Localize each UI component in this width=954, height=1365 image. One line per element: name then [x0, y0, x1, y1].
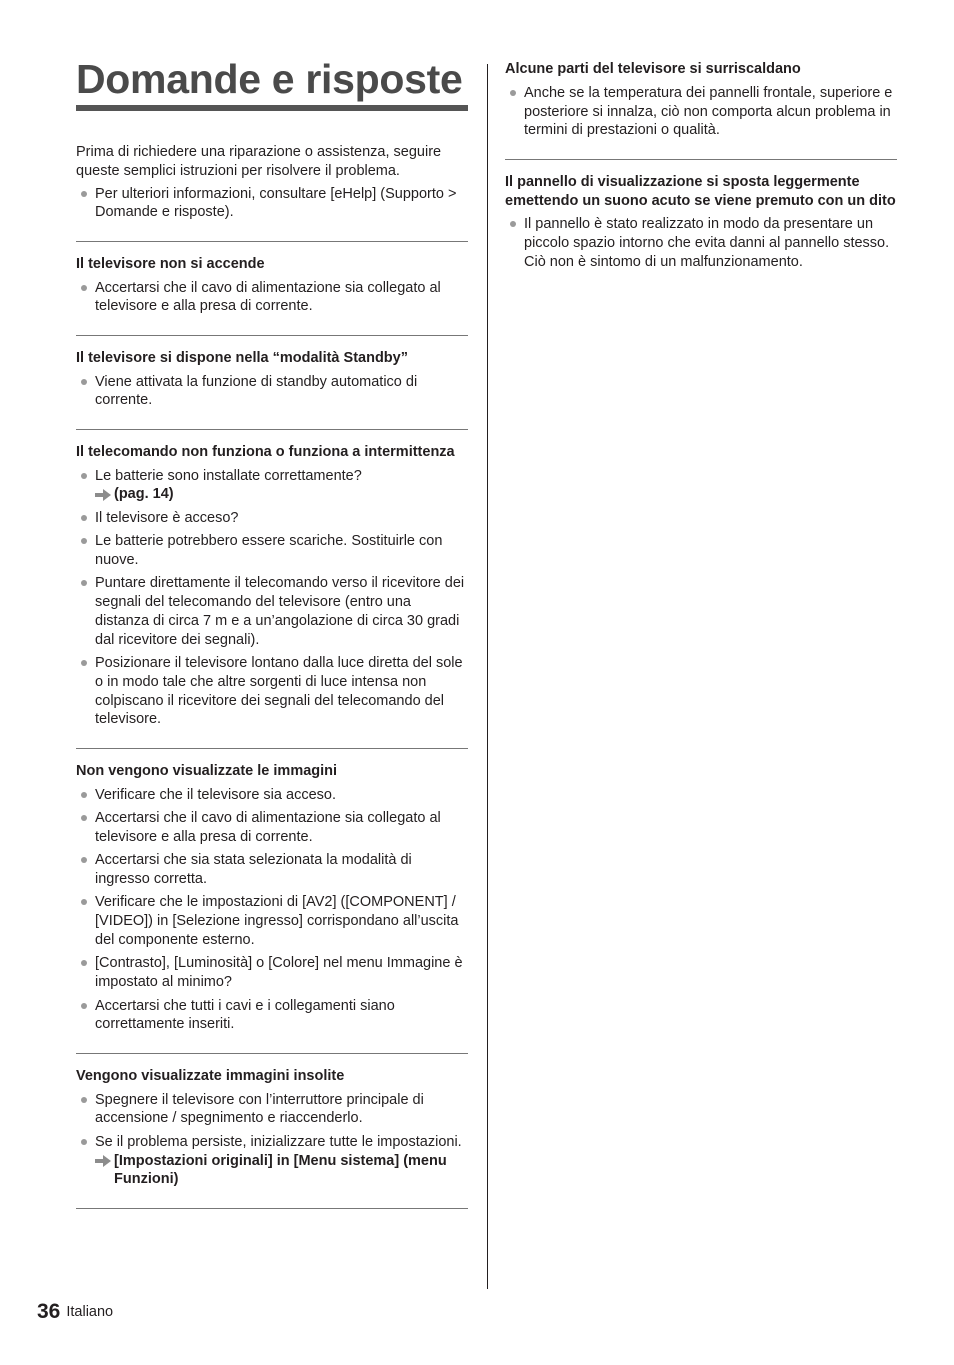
menu-reference-text: [Impostazioni originali] in [Menu sistema] (menu Funzioni): [114, 1152, 447, 1188]
list-item: Il televisore è acceso?: [76, 509, 468, 528]
page-reference: [95, 485, 468, 504]
section-title: Il telecomando non funziona o funziona a intermittenza: [76, 443, 455, 460]
list-item: [Contrasto], [Luminosità] o [Colore] nel menu Immagine è impostato al minimo?: [76, 954, 468, 992]
section-list: [76, 1091, 468, 1190]
arrow-right-icon: [95, 489, 111, 501]
section-no-power: [76, 242, 468, 336]
list-item: Accertarsi che tutti i cavi e i collegamenti siano correttamente inseriti.: [76, 997, 468, 1035]
section-list: [76, 467, 468, 730]
list-item: Anche se la temperatura dei pannelli frontale, superiore e posteriore si innalza, ciò non comporta alcun problema in termini di prestazioni o qualità.: [505, 84, 897, 140]
right-column: [505, 60, 897, 290]
list-item: Le batterie potrebbero essere scariche. Sostituirle con nuove.: [76, 532, 468, 570]
section-list: [505, 215, 897, 271]
section-remote: [76, 430, 468, 749]
page-footer: [37, 1300, 113, 1324]
section-title: Vengono visualizzate immagini insolite: [76, 1067, 345, 1084]
section-title: Il pannello di visualizzazione si sposta leggermente emettendo un suono acuto se viene premuto con un dito: [505, 173, 896, 209]
list-item: Spegnere il televisore con l’interruttore principale di accensione / spegnimento e riaccenderlo.: [76, 1091, 468, 1129]
menu-reference: [95, 1152, 468, 1190]
list-item: Verificare che le impostazioni di [AV2] ([COMPONENT] / [VIDEO]) in [Selezione ingresso] corrispondano all’uscita del componente esterno.: [76, 893, 468, 949]
list-item: [76, 467, 468, 505]
section-panel-noise: [505, 160, 897, 291]
title-underline: [76, 105, 468, 111]
intro-section: [76, 130, 468, 242]
list-item: Verificare che il televisore sia acceso.: [76, 786, 468, 805]
list-item: [76, 1133, 468, 1189]
section-list: [76, 373, 468, 411]
section-title: Alcune parti del televisore si surriscaldano: [505, 61, 801, 77]
list-item: Puntare direttamente il telecomando verso il ricevitore dei segnali del telecomando del televisore (entro una distanza di circa 7 m e a un’angolazione di circa 30 gradi dal ricevitore dei segnali).: [76, 574, 468, 649]
section-title: Il televisore non si accende: [76, 255, 265, 272]
section-list: [76, 786, 468, 1035]
section-no-image: [76, 749, 468, 1054]
list-item: Posizionare il televisore lontano dalla luce diretta del sole o in modo tale che altre sorgenti di luce intensa non colpiscano il ricevitore dei segnali del telecomando del televisore.: [76, 654, 468, 729]
list-item: Per ulteriori informazioni, consultare [eHelp] (Supporto > Domande e risposte).: [76, 185, 468, 223]
list-item-text: Se il problema persiste, inizializzare tutte le impostazioni.: [95, 1133, 462, 1150]
section-overheating: [505, 60, 897, 160]
list-item: Accertarsi che il cavo di alimentazione sia collegato al televisore e alla presa di corrente.: [76, 279, 468, 317]
column-divider: [487, 64, 488, 1289]
page-title: Domande e risposte: [76, 56, 463, 102]
page-reference-text: (pag. 14): [114, 486, 174, 503]
arrow-right-icon: [95, 1155, 111, 1167]
section-list: [505, 84, 897, 140]
list-item: Accertarsi che il cavo di alimentazione sia collegato al televisore e alla presa di corrente.: [76, 809, 468, 847]
list-item: Il pannello è stato realizzato in modo da presentare un piccolo spazio intorno che evita danni al pannello stesso. Ciò non è sintomo di un malfunzionamento.: [505, 215, 897, 271]
section-title: Il televisore si dispone nella “modalità Standby”: [76, 349, 408, 366]
section-unusual-image: [76, 1054, 468, 1209]
list-item: Accertarsi che sia stata selezionata la modalità di ingresso corretta.: [76, 851, 468, 889]
page-number: 36: [37, 1300, 61, 1323]
section-list: [76, 279, 468, 317]
section-title: Non vengono visualizzate le immagini: [76, 762, 338, 779]
section-standby: [76, 336, 468, 430]
left-column: [76, 130, 468, 1209]
list-item-text: Le batterie sono installate correttamente?: [95, 467, 362, 484]
language-label: Italiano: [66, 1304, 114, 1320]
list-item: Viene attivata la funzione di standby automatico di corrente.: [76, 373, 468, 411]
intro-text: Prima di richiedere una riparazione o assistenza, seguire queste semplici istruzioni per risolvere il problema.: [76, 144, 442, 179]
intro-list: [76, 185, 468, 223]
